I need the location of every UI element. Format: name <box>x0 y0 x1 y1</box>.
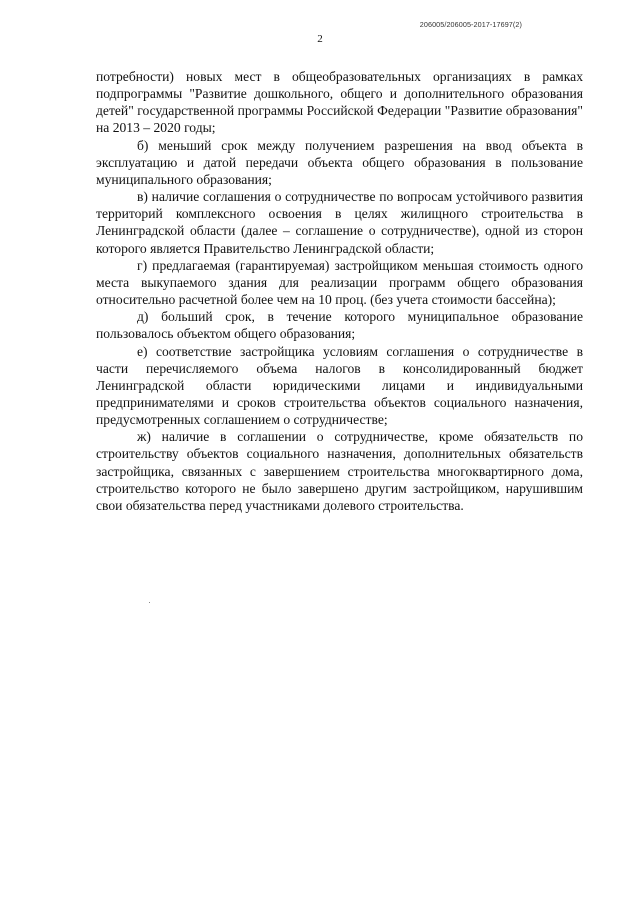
paragraph-e: е) соответствие застройщика условиям соглашения о сотрудничестве в части перечисляемого объема налогов в консолидированный бюджет Ленинградской области юридическими лицами и индивидуальными предпринимателями и сроков строительства объектов социального назначения, предусмотренных соглашением о сотрудничестве; <box>96 343 583 428</box>
paragraph-b: б) меньший срок между получением разрешения на ввод объекта в эксплуатацию и датой передачи объекта общего образования в пользование муниципального образования; <box>96 137 583 187</box>
paragraph-v: в) наличие соглашения о сотрудничестве по вопросам устойчивого развития территорий комплексного освоения в целях жилищного строительства в Ленинградской области (далее – соглашение о сотрудничестве), одной из сторон которого является Правительство Ленинградской области; <box>96 189 583 256</box>
paragraph-g: г) предлагаемая (гарантируемая) застройщиком меньшая стоимость одного места выкупаемого здания для реализации программ общего образования относительно расчетной более чем на 10 проц. (без учета стоимости бассейна); <box>96 257 583 308</box>
page-number: 2 <box>317 33 323 45</box>
document-id: 206005/206005-2017-17697(2) <box>419 20 522 29</box>
paragraph-continuation: потребности) новых мест в общеобразовательных организациях в рамках подпрограммы "Развитие дошкольного, общего и дополнительного образования детей" государственной программы Российской Федерации "Развитие образования" на 2013 – 2020 годы; <box>96 69 583 136</box>
scan-speck <box>149 602 150 603</box>
paragraph-d: д) больший срок, в течение которого муниципальное образование пользовалось объектом общего образования; <box>96 309 583 342</box>
paragraph-zh: ж) наличие в соглашении о сотрудничестве, кроме обязательств по строительству объектов социального назначения, дополнительных обязательств застройщика, связанных с завершением строительства многоквартирного дома, строительство которого не было завершено другим застройщиком, нарушившим свои обязательства перед участниками долевого строительства. <box>96 429 583 513</box>
document-body <box>96 68 583 514</box>
